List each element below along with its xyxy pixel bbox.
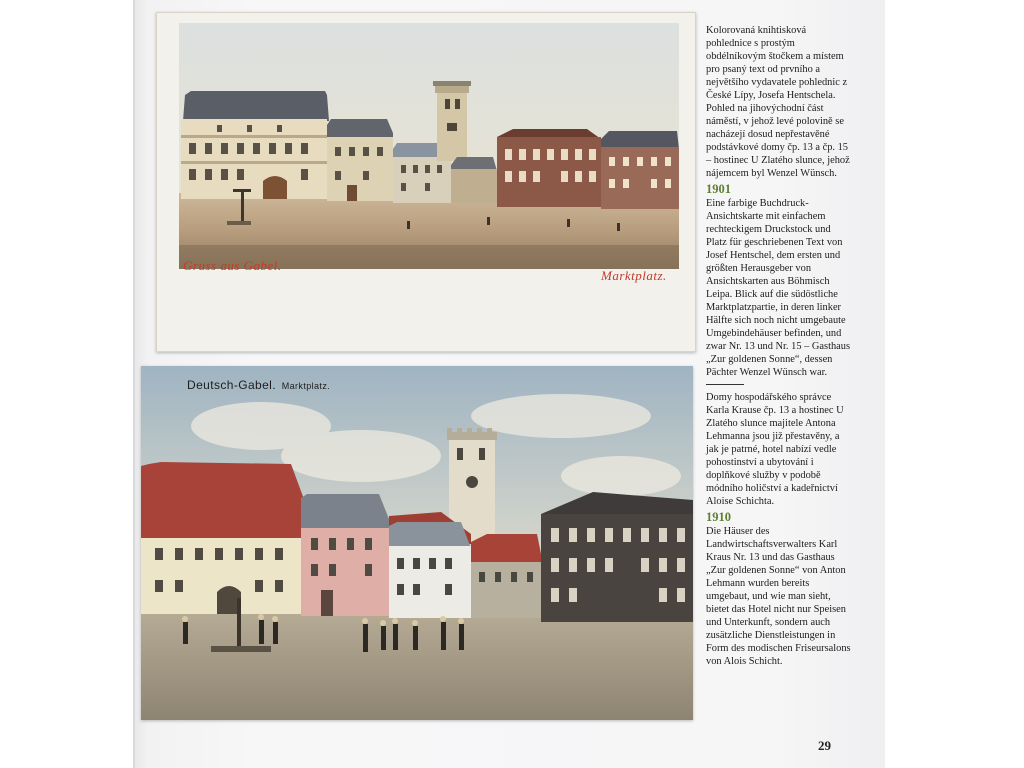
postcard-1901 [156, 12, 696, 352]
postcard-1910-title [187, 378, 330, 392]
postcard-1910-town: Deutsch-Gabel. [187, 378, 276, 392]
postcard-1901-illustration [157, 13, 695, 351]
page-gutter [133, 0, 135, 768]
caption-czech-1901: Kolorovaná knihtisková pohlednice s prostým obdélníkovým štočkem a místem pro psaný text od prvního a největšího vydavatele pohlednic z České Lípy, Josefa Hentschela. Pohled na jihovýchodní část náměstí, v jehož levé polovině se nacházejí dosud nepřestavěné podstávkové domy čp. 13 a čp. 15 – hostinec U Zlatého slunce, jehož nájemcem byl Wenzel Wünsch. [706, 25, 850, 179]
postcard-1910-place: Marktplatz. [281, 381, 331, 391]
caption-czech-1910: Domy hospodářského správce Karla Krause čp. 13 a hostinec U Zlatého slunce majitele Antona Lehmanna jsou již přestavěny, a jak je patrné, hotel nabízí vedle pohostinství a ubytování i doplňkové služby v podobě módního holičství a kadeřnictví Aloise Schichta. [706, 392, 844, 507]
caption-german-1901: Eine farbige Buchdruck-Ansichtskarte mit einfachem rechteckigem Druckstock und Platz für geschriebenen Text von Josef Hentschel, dem ersten und größten Herausgeber von Ansichtskarten aus Böhmisch Leipa. Blick auf die südöstliche Marktplatzpartie, in deren linker Hälfte sich noch nicht umgebaute Umgebindehäuser befinden, und zwar Nr. 13 und Nr. 15 – Gasthaus „Zur goldenen Sonne“, dessen Pächter Wenzel Wünsch war. [706, 198, 851, 378]
postcard-1901-greeting: Gruss aus Gabel. [183, 258, 282, 273]
postcard-1910 [141, 366, 693, 720]
page-number: 29 [818, 738, 831, 753]
caption-text-column [706, 24, 852, 668]
year-heading-1901: 1901 [706, 182, 731, 196]
caption-german-1910: Die Häuser des Landwirtschaftsverwalters Karl Kraus Nr. 13 und das Gasthaus „Zur goldenen Sonne“ von Anton Lehmann wurden bereits umgebaut, und wie man sieht, bietet das Hotel nicht nur Speisen und Unterkunft, sondern auch zusätzliche Dienstleistungen in Form des modischen Friseursalons von Alois Schicht. [706, 526, 851, 667]
section-divider [706, 384, 744, 385]
postcard-1910-illustration [141, 366, 693, 720]
year-heading-1910: 1910 [706, 510, 731, 524]
postcard-1901-place-caption: Marktplatz. [601, 268, 667, 283]
